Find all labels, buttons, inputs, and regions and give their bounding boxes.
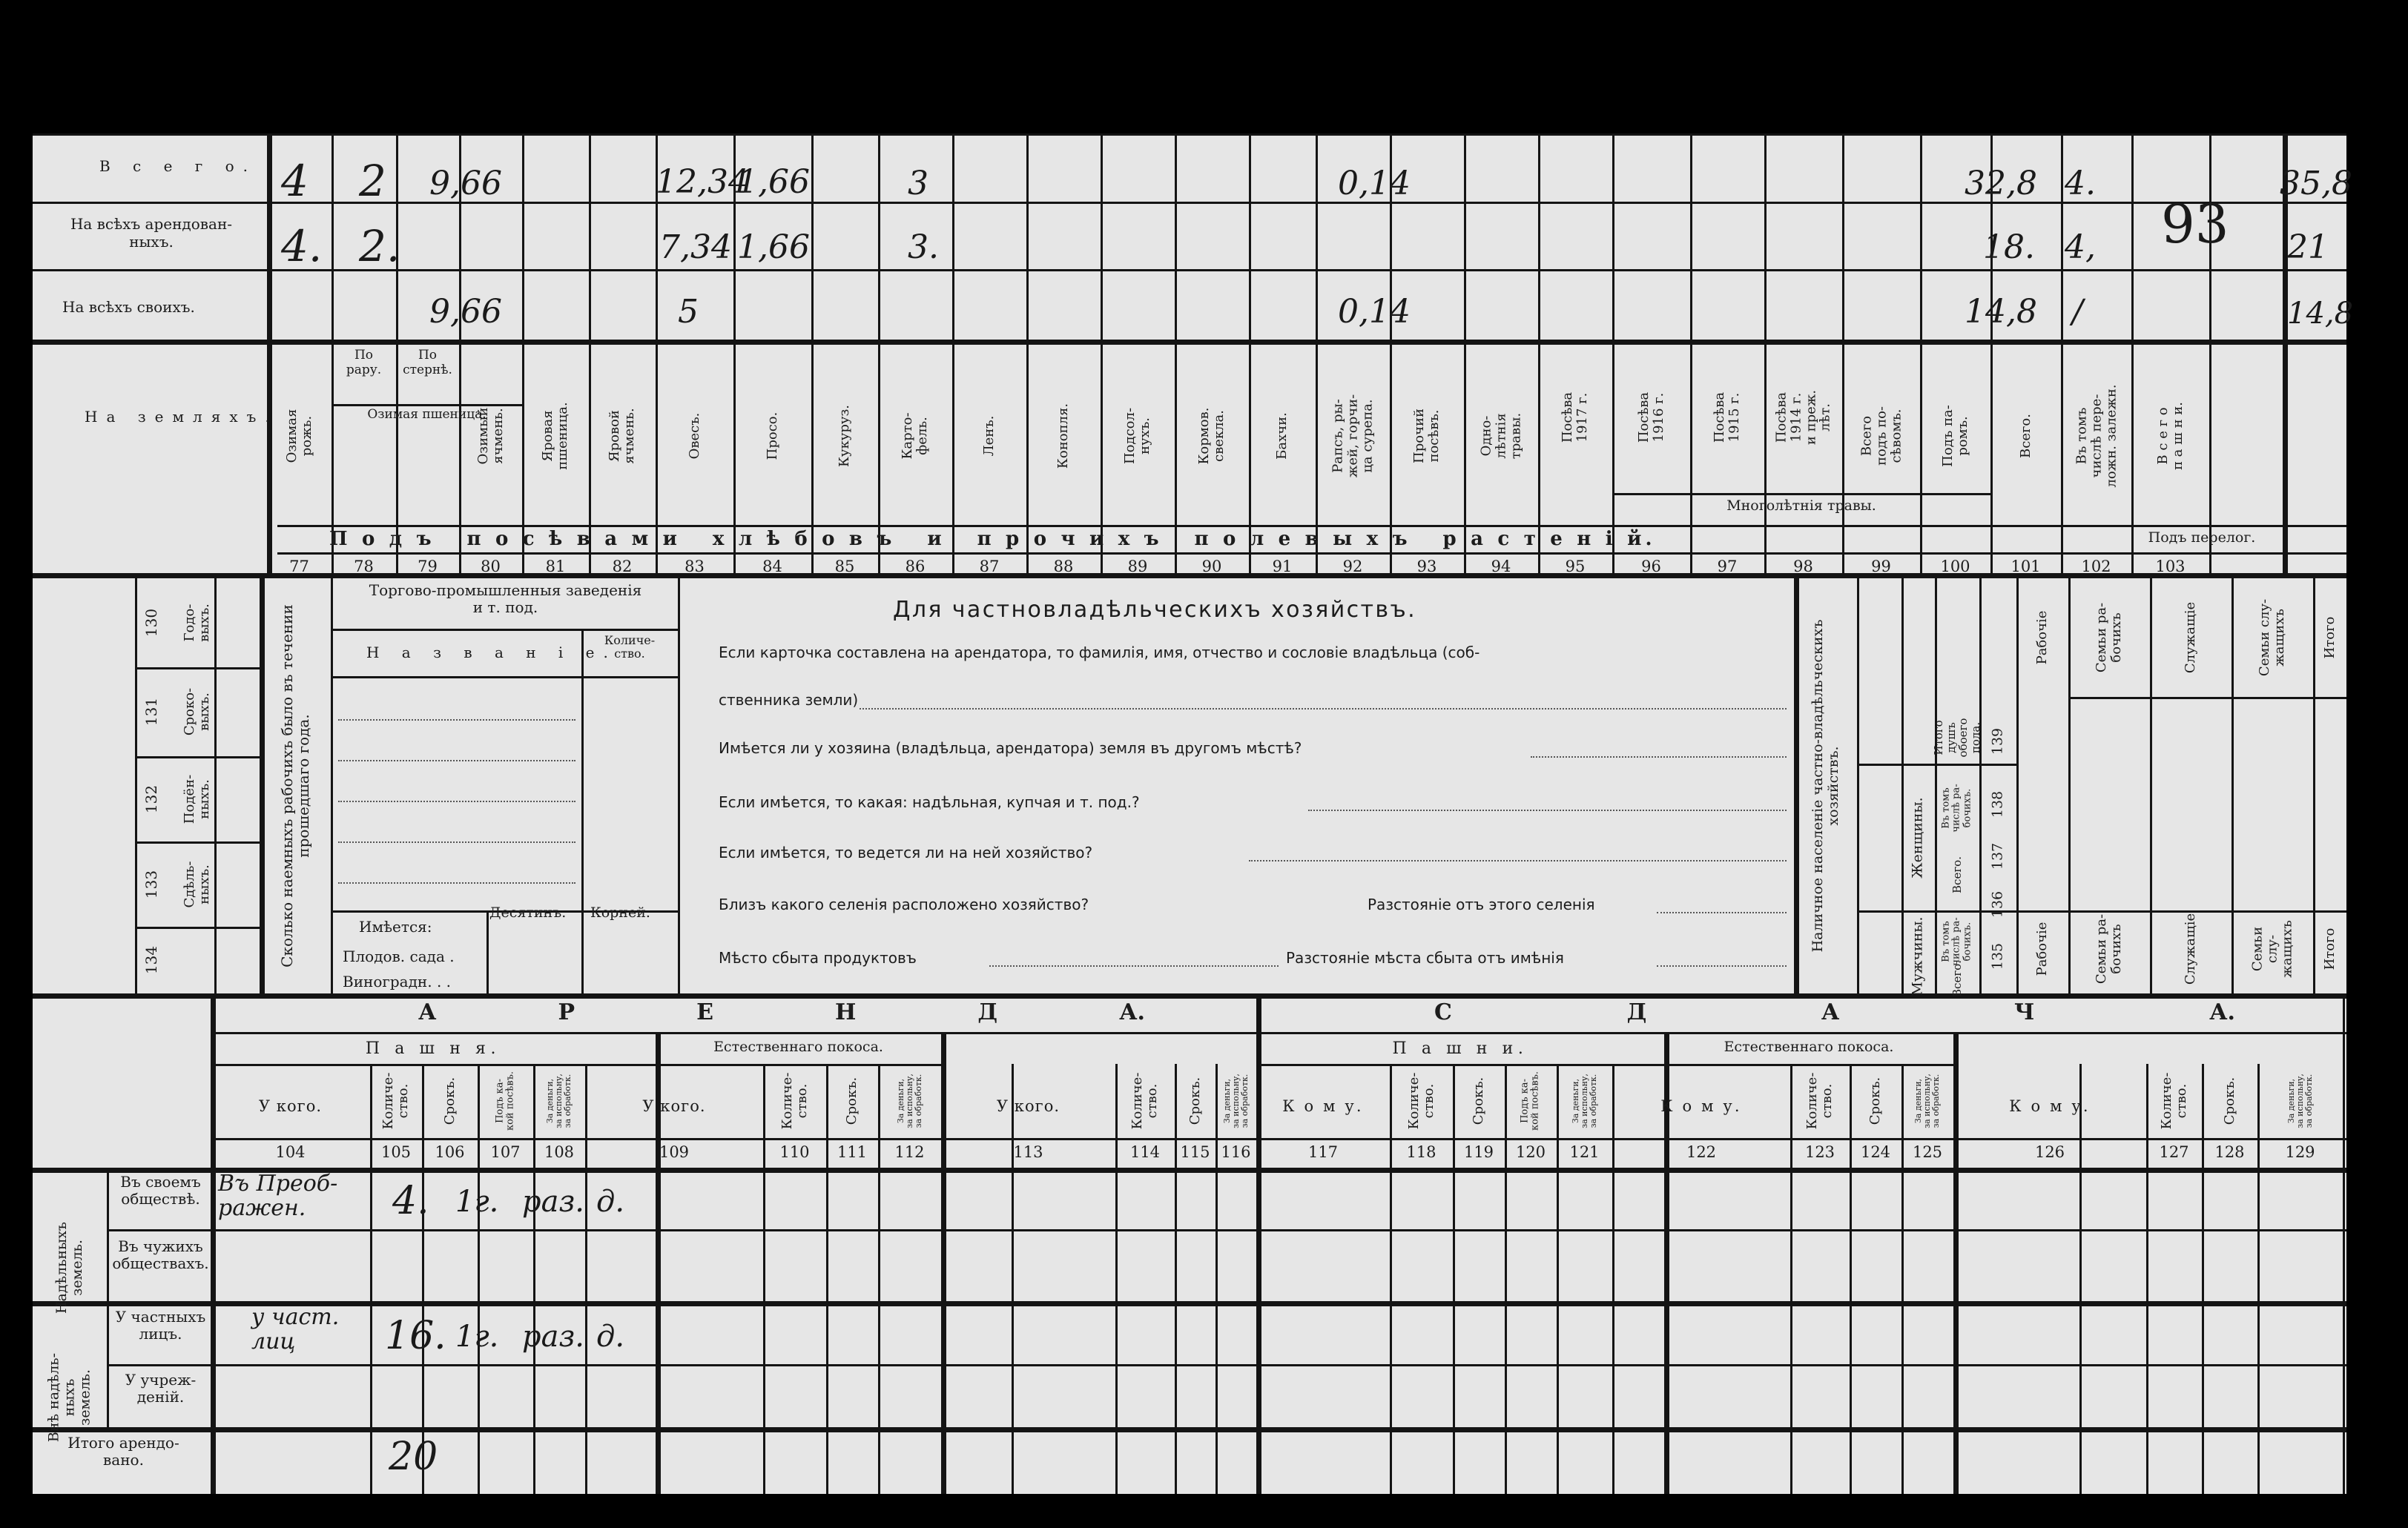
hired-type-label: Годо- выхъ. — [182, 603, 212, 642]
population-col-bottom-0: Рабочіе — [2034, 922, 2051, 976]
crop-header-c93: Прочий посѣвъ. — [1411, 408, 1442, 463]
enterprise-qty-col: Количе- ство. — [604, 633, 656, 661]
lease-column-number: 123 — [1804, 1143, 1835, 1161]
lease-column-number: 121 — [1569, 1143, 1600, 1161]
hw-own-79: 9,66 — [429, 293, 502, 331]
row-label-own: На всѣхъ своихъ. — [62, 298, 195, 316]
lease-column-number: 120 — [1515, 1143, 1546, 1161]
lease-column-number: 126 — [2034, 1143, 2065, 1161]
lease-column-number: 107 — [490, 1143, 521, 1161]
lease-col-121: За деньги, за испольну, за обработк. — [1570, 1074, 1598, 1128]
population-col-bottom-3: Семьи слу- жащихъ — [2249, 920, 2295, 978]
q1b: ственника земли) — [719, 691, 859, 709]
crop-header-c87: Ленъ. — [981, 415, 997, 456]
population-num-135: 135 — [1989, 942, 2006, 970]
hw-rented-78: 2. — [359, 221, 400, 271]
lease-column-number: 108 — [544, 1143, 575, 1161]
hw-rented-83: 1,66 — [737, 228, 810, 266]
hired-num: 131 — [142, 697, 160, 727]
fallow-label: Подъ перелог. — [2148, 529, 2256, 546]
crop-header-c85: Кукуруз. — [837, 404, 853, 467]
hw-private-term: 1г. — [455, 1320, 499, 1354]
census-card — [33, 133, 2354, 1494]
grid-line — [1101, 133, 1103, 577]
crop-header-c100: Подъ па- ромъ. — [1939, 404, 1970, 467]
lease-column-number: 119 — [1463, 1143, 1494, 1161]
lease-col-112: За деньги, за испольну, за обработк. — [895, 1074, 923, 1128]
lease-col-122: К о м у. — [1660, 1097, 1742, 1115]
grid-line — [522, 133, 524, 577]
men-label: Мужчины. — [1909, 916, 1926, 996]
population-col-0: Рабочіе — [2034, 610, 2051, 665]
grid-line — [811, 133, 814, 577]
lease-column-number: 105 — [380, 1143, 412, 1161]
enterprise-name-col: Н а з в а н і е. — [366, 644, 617, 661]
crop-header-c99: Всего подъ по- сѣвомъ. — [1858, 406, 1904, 466]
column-number: 86 — [905, 558, 926, 575]
women-workers-label: Въ томъ числѣ ра- бочихъ. — [1940, 784, 1973, 833]
lease-col-107: Подъ ка- кой посѣвъ. — [494, 1071, 516, 1131]
population-col-bottom-4: Итого — [2322, 927, 2338, 970]
crop-header-c91: Бахчи. — [1274, 411, 1290, 460]
q6a: Мѣсто сбыта продуктовъ — [719, 949, 917, 967]
sdacha-title-letter: А. — [2209, 999, 2235, 1025]
arenda-title-letter: Н — [834, 999, 857, 1025]
population-col-bottom-2: Служащіе — [2183, 913, 2199, 985]
lease-col-110: Количе- ство. — [779, 1072, 810, 1130]
grid-line — [952, 133, 954, 577]
pokos-label-2: Естественнаго покоса. — [1723, 1039, 1894, 1055]
lease-col-104: У кого. — [258, 1097, 323, 1115]
q1a: Если карточка составлена на арендатора, то фамилія, имя, отчество и сословіе владѣльца (соб- — [719, 644, 1480, 661]
column-number: 94 — [1491, 558, 1511, 575]
arenda-title-letter: А. — [1119, 999, 1145, 1025]
winter-wheat-label: Озимая пшеница. — [367, 407, 486, 422]
lease-col-119: Срокъ. — [1471, 1076, 1487, 1125]
lease-column-number: 127 — [2159, 1143, 2189, 1161]
population-grand-label: Итого душъ обоего пола. — [1932, 718, 1982, 758]
hw-rented-99: 18. — [1983, 228, 2035, 266]
lease-column-number: 114 — [1129, 1143, 1161, 1161]
row-private: У частныхъ лицъ. — [115, 1308, 206, 1343]
men-total-label: Всего. — [1950, 960, 1964, 997]
hw-rented-85: 3. — [908, 228, 939, 266]
population-col-2: Служащіе — [2183, 601, 2199, 674]
lease-col-113: У кого. — [996, 1097, 1060, 1115]
pashnya-label: П а ш н я. — [365, 1039, 501, 1058]
hw-rented-100: 4, — [2065, 228, 2096, 266]
population-col-1: Семьи ра- бочихъ — [2094, 602, 2124, 673]
sdacha-title-letter: Д — [1626, 999, 1647, 1025]
sdacha-title-letter: С — [1434, 999, 1452, 1025]
lease-column-number: 109 — [659, 1143, 690, 1161]
column-number: 80 — [481, 558, 501, 575]
column-number: 78 — [354, 558, 374, 575]
crop-header-c103: В с е г о п а ш н и. — [2154, 401, 2186, 470]
crop-header-c86: Карто- фель. — [900, 411, 930, 460]
korney-label: Корней. — [590, 904, 650, 921]
lease-column-number: 106 — [435, 1143, 465, 1161]
population-side: Наличное населеніе частно-владѣльческихъ хозяйствъ. — [1810, 619, 1841, 953]
hw-own-crop: раз. — [522, 1185, 584, 1219]
hw-total-85: 3 — [908, 165, 928, 202]
lease-column-number: 122 — [1686, 1143, 1717, 1161]
lease-col-127: Количе- ство. — [2158, 1072, 2189, 1130]
hw-total-100: 4. — [2065, 165, 2096, 202]
column-number: 98 — [1793, 558, 1813, 575]
crop-header-c88: Конопля. — [1055, 403, 1072, 469]
hired-num: 133 — [142, 870, 160, 899]
crop-header-c95: Посѣва 1917 г. — [1560, 391, 1590, 443]
row-label-total: В с е г о. — [99, 157, 257, 175]
arenda-title-letter: Е — [696, 999, 713, 1025]
grid-line — [589, 133, 591, 577]
perennial-label: Многолѣтнія травы. — [1726, 497, 1876, 514]
hw-own-99: 14,8 — [1965, 293, 2037, 331]
row-other-society: Въ чужихъ обществахъ. — [112, 1237, 209, 1272]
sdacha-title — [1434, 999, 2235, 1025]
grid-line — [2061, 133, 2063, 577]
lease-column-number: 125 — [1912, 1143, 1943, 1161]
crop-header-c77: Озимая рожь. — [283, 409, 314, 463]
grid-line — [1538, 133, 1540, 577]
column-number: 102 — [2081, 558, 2111, 575]
lease-column-number: 118 — [1406, 1143, 1436, 1161]
lease-column-number: 110 — [779, 1143, 810, 1161]
q6b: Разстояніе мѣста сбыта отъ имѣнія — [1286, 949, 1564, 967]
column-number: 91 — [1272, 558, 1293, 575]
hired-num: 130 — [142, 608, 160, 638]
column-number: 85 — [834, 558, 855, 575]
hired-num: 134 — [142, 945, 160, 975]
hw-own-82: 5 — [678, 293, 699, 331]
lease-col-111: Срокъ. — [844, 1076, 860, 1125]
garden-label: Плодов. сада . — [343, 947, 455, 965]
column-number: 101 — [2010, 558, 2041, 575]
column-number: 93 — [1416, 558, 1437, 575]
row-institutions: У учреж- деній. — [125, 1371, 197, 1406]
column-number: 87 — [979, 558, 1000, 575]
population-col-3: Семьи слу- жащихъ — [2257, 598, 2287, 677]
population-num-139: 139 — [1989, 727, 2006, 755]
desyatin-label: Десятинъ. — [489, 904, 567, 921]
arenda-title-letter: Р — [558, 999, 575, 1025]
crop-header-c90: Кормов. свекла. — [1196, 407, 1227, 464]
hw-total-82: 12,34 — [656, 163, 749, 201]
hw-private-pay: д. — [596, 1320, 625, 1354]
lease-col-117: К о м у. — [1282, 1097, 1364, 1115]
grid-line — [1249, 133, 1251, 577]
private-title: Для частновладѣльческихъ хозяйствъ. — [893, 597, 1417, 623]
crop-header-c83: Овесъ. — [686, 412, 702, 459]
lease-column-number: 104 — [275, 1143, 306, 1161]
crop-header-c84: Просо. — [764, 411, 780, 460]
row-total-leased: Итого арендо- вано. — [67, 1434, 179, 1469]
hw-total-103: 35,8 — [2280, 165, 2352, 202]
crop-header-c89: Подсол- нухъ. — [1122, 407, 1152, 464]
grid-line — [1175, 133, 1177, 577]
q2: Имѣется ли у хозяина (владѣльца, арендатора) земля въ другомъ мѣстѣ? — [719, 739, 1302, 757]
lease-column-number: 129 — [2285, 1143, 2315, 1161]
q3: Если имѣется, то какая: надѣльная, купчая и т. под.? — [719, 793, 1140, 811]
lease-column-number: 116 — [1221, 1143, 1251, 1161]
hw-rented-82: 7,34 — [659, 228, 732, 266]
lease-column-number: 115 — [1180, 1143, 1210, 1161]
hw-own-103: 14,8 — [2287, 297, 2354, 331]
pokos-label: Естественнаго покоса. — [713, 1039, 883, 1055]
column-number: 95 — [1565, 558, 1586, 575]
hw-total-leased: 20 — [389, 1435, 438, 1479]
population-col-bottom-1: Семьи ра- бочихъ — [2094, 913, 2124, 985]
lease-col-116: За деньги, за испольну, за обработк. — [1221, 1074, 1250, 1128]
arenda-title — [418, 999, 1145, 1025]
hw-private-crop: раз. — [522, 1320, 584, 1354]
hw-private-who: у част. лиц — [251, 1304, 340, 1355]
row-own-society: Въ своемъ обществѣ. — [120, 1173, 201, 1208]
column-number: 100 — [1940, 558, 1970, 575]
vineyard-label: Виноградн. . . — [343, 973, 452, 990]
crop-header-c96: Посѣва 1916 г. — [1635, 391, 1666, 443]
arenda-title-letter: А — [418, 999, 437, 1025]
lease-column-number: 113 — [1013, 1143, 1043, 1161]
sdacha-title-letter: Ч — [2014, 999, 2035, 1025]
men-workers-label: Въ томъ числѣ ра- бочихъ. — [1940, 917, 1973, 966]
lease-col-105: Количе- ство. — [380, 1072, 411, 1130]
hw-total-99: 32,8 — [1965, 165, 2037, 202]
enterprises-title: Торгово-промышленныя заведенія и т. под. — [369, 581, 642, 616]
population-num-137: 137 — [1989, 842, 2006, 870]
column-number: 81 — [545, 558, 566, 575]
hw-own-who: Въ Преоб- ражен. — [218, 1171, 338, 1221]
hw-own-qty: 4. — [392, 1179, 429, 1223]
column-number: 88 — [1053, 558, 1074, 575]
hw-total-79: 9,66 — [429, 165, 502, 202]
sdacha-title-letter: А — [1821, 999, 1840, 1025]
q5a: Близъ какого селенія расположено хозяйство? — [719, 896, 1089, 913]
crop-header-c97: Посѣва 1915 г. — [1712, 391, 1742, 443]
hired-type-label: Сроко- выхъ. — [182, 687, 212, 736]
grid-line — [878, 133, 880, 577]
crop-header-c98: Посѣва 1914 г. и преж. лѣт. — [1772, 389, 1833, 445]
hw-total-77: 4 — [281, 156, 309, 206]
lease-col-126: К о м у. — [2009, 1097, 2091, 1115]
column-number: 77 — [289, 558, 309, 575]
column-number: 103 — [2155, 558, 2186, 575]
hw-total-78: 2 — [359, 156, 386, 206]
lease-col-129: За деньги, за испольну, за обработк. — [2286, 1074, 2314, 1128]
column-number: 99 — [1871, 558, 1891, 575]
crop-header-c80: Озимый ячмень. — [475, 407, 506, 464]
arenda-title-letter: Д — [977, 999, 998, 1025]
column-number: 89 — [1127, 558, 1148, 575]
hw-own-pay: д. — [596, 1185, 625, 1219]
hw-rented-77: 4. — [281, 221, 323, 271]
lease-col-123: Количе- ство. — [1804, 1072, 1835, 1130]
lease-column-number: 111 — [837, 1143, 868, 1161]
hw-own-91: 0,14 — [1338, 293, 1411, 331]
hired-type-label: Сдѣль- ныхъ. — [182, 860, 212, 908]
lease-col-108: За деньги, за испольну, за обработк. — [544, 1074, 573, 1128]
column-number: 83 — [685, 558, 705, 575]
hw-total-102: 93 — [2161, 193, 2229, 255]
grid-line — [1026, 133, 1029, 577]
crops-banner: П о д ъ п о с ѣ в а м и х л ѣ б о в ъ и п р о ч и х ъ п о л е в ы х ъ р а с т е н і й. — [329, 528, 1656, 550]
crop-header-c82: Яровой ячмень. — [607, 407, 637, 464]
hired-num: 132 — [142, 784, 160, 813]
crop-header-c94: Одно- лѣтнія травы. — [1478, 412, 1523, 459]
lease-column-number: 124 — [1860, 1143, 1891, 1161]
column-number: 82 — [612, 558, 633, 575]
crop-header-c81: Яровая пшеница. — [540, 401, 570, 470]
lease-col-114: Количе- ство. — [1129, 1072, 1160, 1130]
q4: Если имѣется, то ведется ли на ней хозяйство? — [719, 844, 1093, 861]
lease-col-106: Срокъ. — [441, 1076, 458, 1125]
column-number: 90 — [1201, 558, 1222, 575]
has-label: Имѣется: — [359, 918, 432, 936]
column-number: 84 — [762, 558, 782, 575]
hw-own-100: / — [2072, 293, 2083, 331]
column-number: 79 — [418, 558, 438, 575]
lease-column-number: 128 — [2214, 1143, 2245, 1161]
grid-line — [1464, 133, 1466, 577]
grid-line — [1316, 133, 1318, 577]
vne-label: Внѣ надѣль- ныхъ земель. — [45, 1352, 93, 1443]
row-label-on-lands: На земляхъ. — [85, 408, 279, 426]
column-number: 97 — [1717, 558, 1738, 575]
lease-col-115: Срокъ. — [1187, 1076, 1203, 1125]
column-number: 92 — [1342, 558, 1363, 575]
grid-line — [2131, 133, 2134, 577]
crop-header-c92: Рапсъ, ры- жей, горчи- ца сурепа. — [1330, 394, 1375, 477]
lease-col-125: За деньги, за испольну, за обработк. — [1913, 1074, 1942, 1128]
hw-total-83: 1,66 — [737, 163, 810, 201]
q5b: Разстояніе отъ этого селенія — [1368, 896, 1595, 913]
lease-col-124: Срокъ. — [1867, 1076, 1884, 1125]
lease-col-109: У кого. — [642, 1097, 706, 1115]
nadel-label: Надѣльныхъ земель. — [53, 1221, 85, 1314]
row-label-rented: На всѣхъ арендован- ныхъ. — [70, 215, 233, 251]
crop-header-c78: По pару. — [346, 348, 382, 377]
women-total-label: Всего. — [1950, 856, 1964, 893]
hw-rented-103: 21 — [2287, 228, 2329, 266]
women-label: Женщины. — [1909, 797, 1926, 879]
population-num-136: 136 — [1989, 890, 2006, 919]
crop-header-c79: По стернѣ. — [403, 348, 452, 377]
lease-column-number: 117 — [1307, 1143, 1339, 1161]
lease-col-120: Подъ ка- кой посѣвъ. — [1519, 1071, 1541, 1131]
hw-private-qty: 16. — [385, 1314, 446, 1358]
hw-total-91: 0,14 — [1338, 165, 1411, 202]
pashni-label: П а ш н и. — [1392, 1039, 1528, 1058]
population-col-4: Итого — [2322, 616, 2338, 659]
crop-header-c101: Всего. — [2017, 413, 2033, 458]
population-num-138: 138 — [1989, 790, 2006, 818]
hired-question: Сколько наемныхъ рабочихъ было въ течении прошедшаго года. — [278, 604, 312, 968]
hired-type-label: Подён- ныхъ. — [182, 774, 212, 824]
hw-own-term: 1г. — [455, 1185, 499, 1219]
crop-header-c102: Въ томъ числѣ пере- ложн. залежн. — [2073, 383, 2119, 488]
lease-col-128: Срокъ. — [2221, 1076, 2237, 1125]
column-number: 96 — [1641, 558, 1661, 575]
lease-col-118: Количе- ство. — [1405, 1072, 1436, 1130]
lease-column-number: 112 — [894, 1143, 925, 1161]
